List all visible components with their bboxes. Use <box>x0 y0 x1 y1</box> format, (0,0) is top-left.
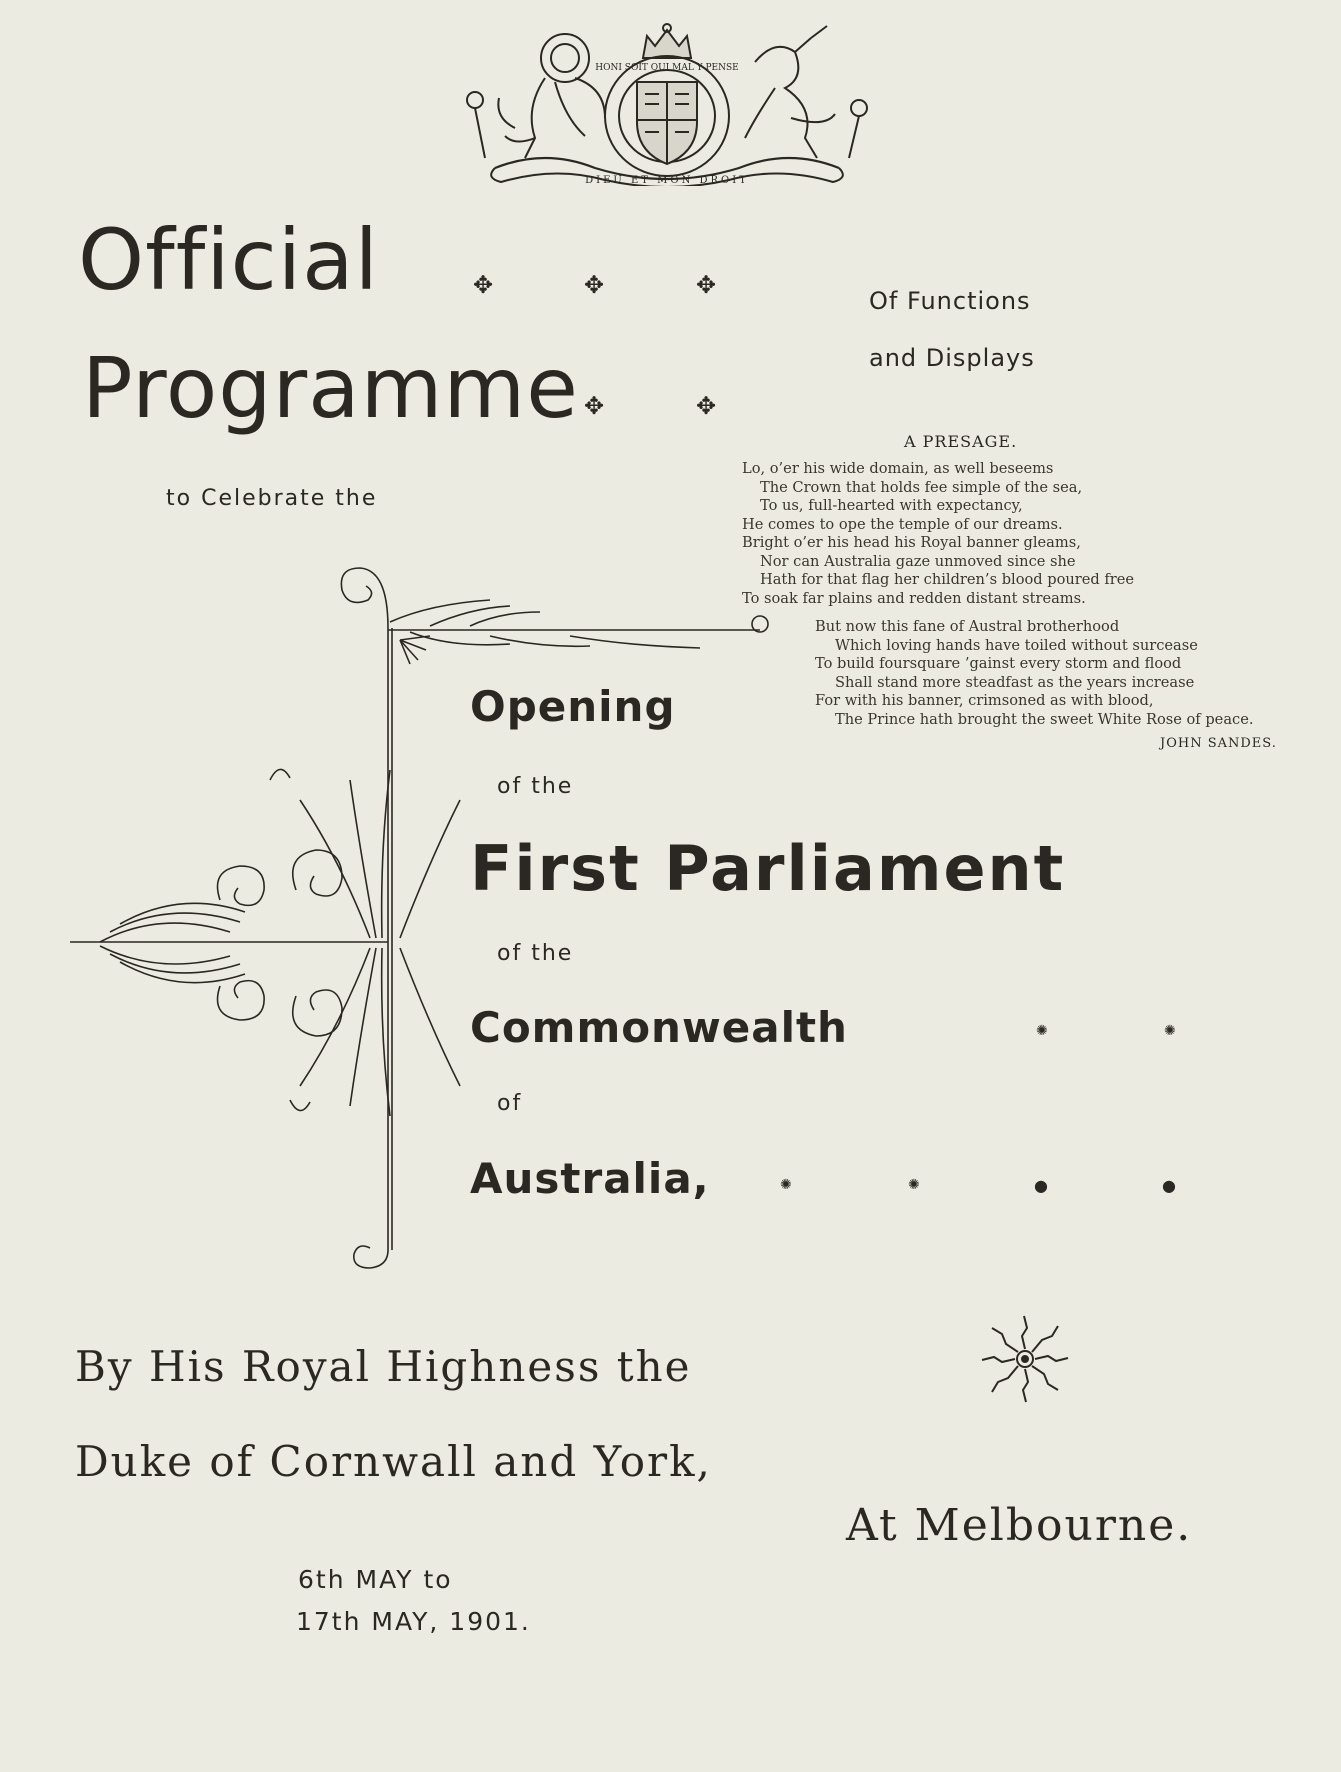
location-line: At Melbourne. <box>846 1500 1193 1551</box>
title-programme: Programme <box>82 339 579 437</box>
garter-motto-text: HONI SOIT QUI MAL Y PENSE <box>595 63 739 73</box>
poem-line: Bright o’er his head his Royal banner gleams, <box>742 534 1081 551</box>
poem-line: To us, full-hearted with expectancy, <box>760 497 1023 514</box>
sunburst-ornament-icon <box>980 1314 1070 1404</box>
opening-heading: Opening <box>470 682 676 731</box>
title-official: Official <box>78 211 379 309</box>
subtitle-displays: and Displays <box>869 344 1035 372</box>
royal-coat-of-arms <box>455 18 880 186</box>
of-the-label: of the <box>497 941 574 966</box>
dot-ornament-icon: ● <box>1162 1176 1176 1195</box>
poem-line: Lo, o’er his wide domain, as well beseems <box>742 460 1054 477</box>
dot-ornament-icon: ✺ <box>908 1177 920 1193</box>
poem-line: For with his banner, crimsoned as with blood, <box>815 692 1154 709</box>
date-line-end: 17th MAY, 1901. <box>296 1607 531 1636</box>
poem-stanza-2 <box>815 618 1253 729</box>
poem-line: To soak far plains and redden distant streams. <box>742 589 1086 607</box>
dot-ornament-icon: ● <box>1034 1176 1048 1195</box>
poem-line: Nor can Australia gaze unmoved since she <box>760 552 1076 570</box>
poem-stanza-1 <box>742 460 1134 608</box>
quatrefoil-ornament-icon: ✥ <box>696 271 717 299</box>
of-the-label: of the <box>497 774 574 799</box>
quatrefoil-ornament-icon: ✥ <box>584 271 605 299</box>
celebrate-line: to Celebrate the <box>166 486 378 511</box>
quatrefoil-ornament-icon: ✥ <box>696 392 717 420</box>
poem-line: The Prince hath brought the sweet White Rose of peace. <box>835 710 1254 728</box>
quatrefoil-ornament-icon: ✥ <box>473 271 494 299</box>
poem-line: Hath for that flag her children’s blood poured free <box>760 571 1135 588</box>
royal-highness-line: By His Royal Highness the <box>75 1342 692 1391</box>
poem-line: Which loving hands have toiled without surcease <box>835 636 1198 654</box>
dot-ornament-icon: ✺ <box>780 1177 792 1193</box>
first-parliament-heading: First Parliament <box>470 832 1066 905</box>
of-label: of <box>497 1091 523 1116</box>
date-line-start: 6th MAY to <box>298 1565 453 1594</box>
poem-line: But now this fane of Austral brotherhood <box>815 618 1120 635</box>
poem-line: He comes to ope the temple of our dreams. <box>742 515 1063 533</box>
poem-title: A PRESAGE. <box>904 432 1018 451</box>
australia-heading: Australia, <box>470 1154 710 1203</box>
poem-line: The Crown that holds fee simple of the sea, <box>760 478 1083 496</box>
dot-ornament-icon: ✺ <box>1036 1023 1048 1039</box>
quatrefoil-ornament-icon: ✥ <box>584 392 605 420</box>
commonwealth-heading: Commonwealth <box>470 1003 848 1052</box>
duke-line: Duke of Cornwall and York, <box>75 1437 712 1486</box>
dot-ornament-icon: ✺ <box>1164 1023 1176 1039</box>
poem-line: Shall stand more steadfast as the years increase <box>835 673 1195 691</box>
poem-line: To build foursquare ’gainst every storm and flood <box>815 655 1182 672</box>
subtitle-functions: Of Functions <box>869 287 1031 315</box>
scroll-motto-text: DIEU ET MON DROIT <box>585 175 749 186</box>
poem-author: JOHN SANDES. <box>1160 736 1277 751</box>
